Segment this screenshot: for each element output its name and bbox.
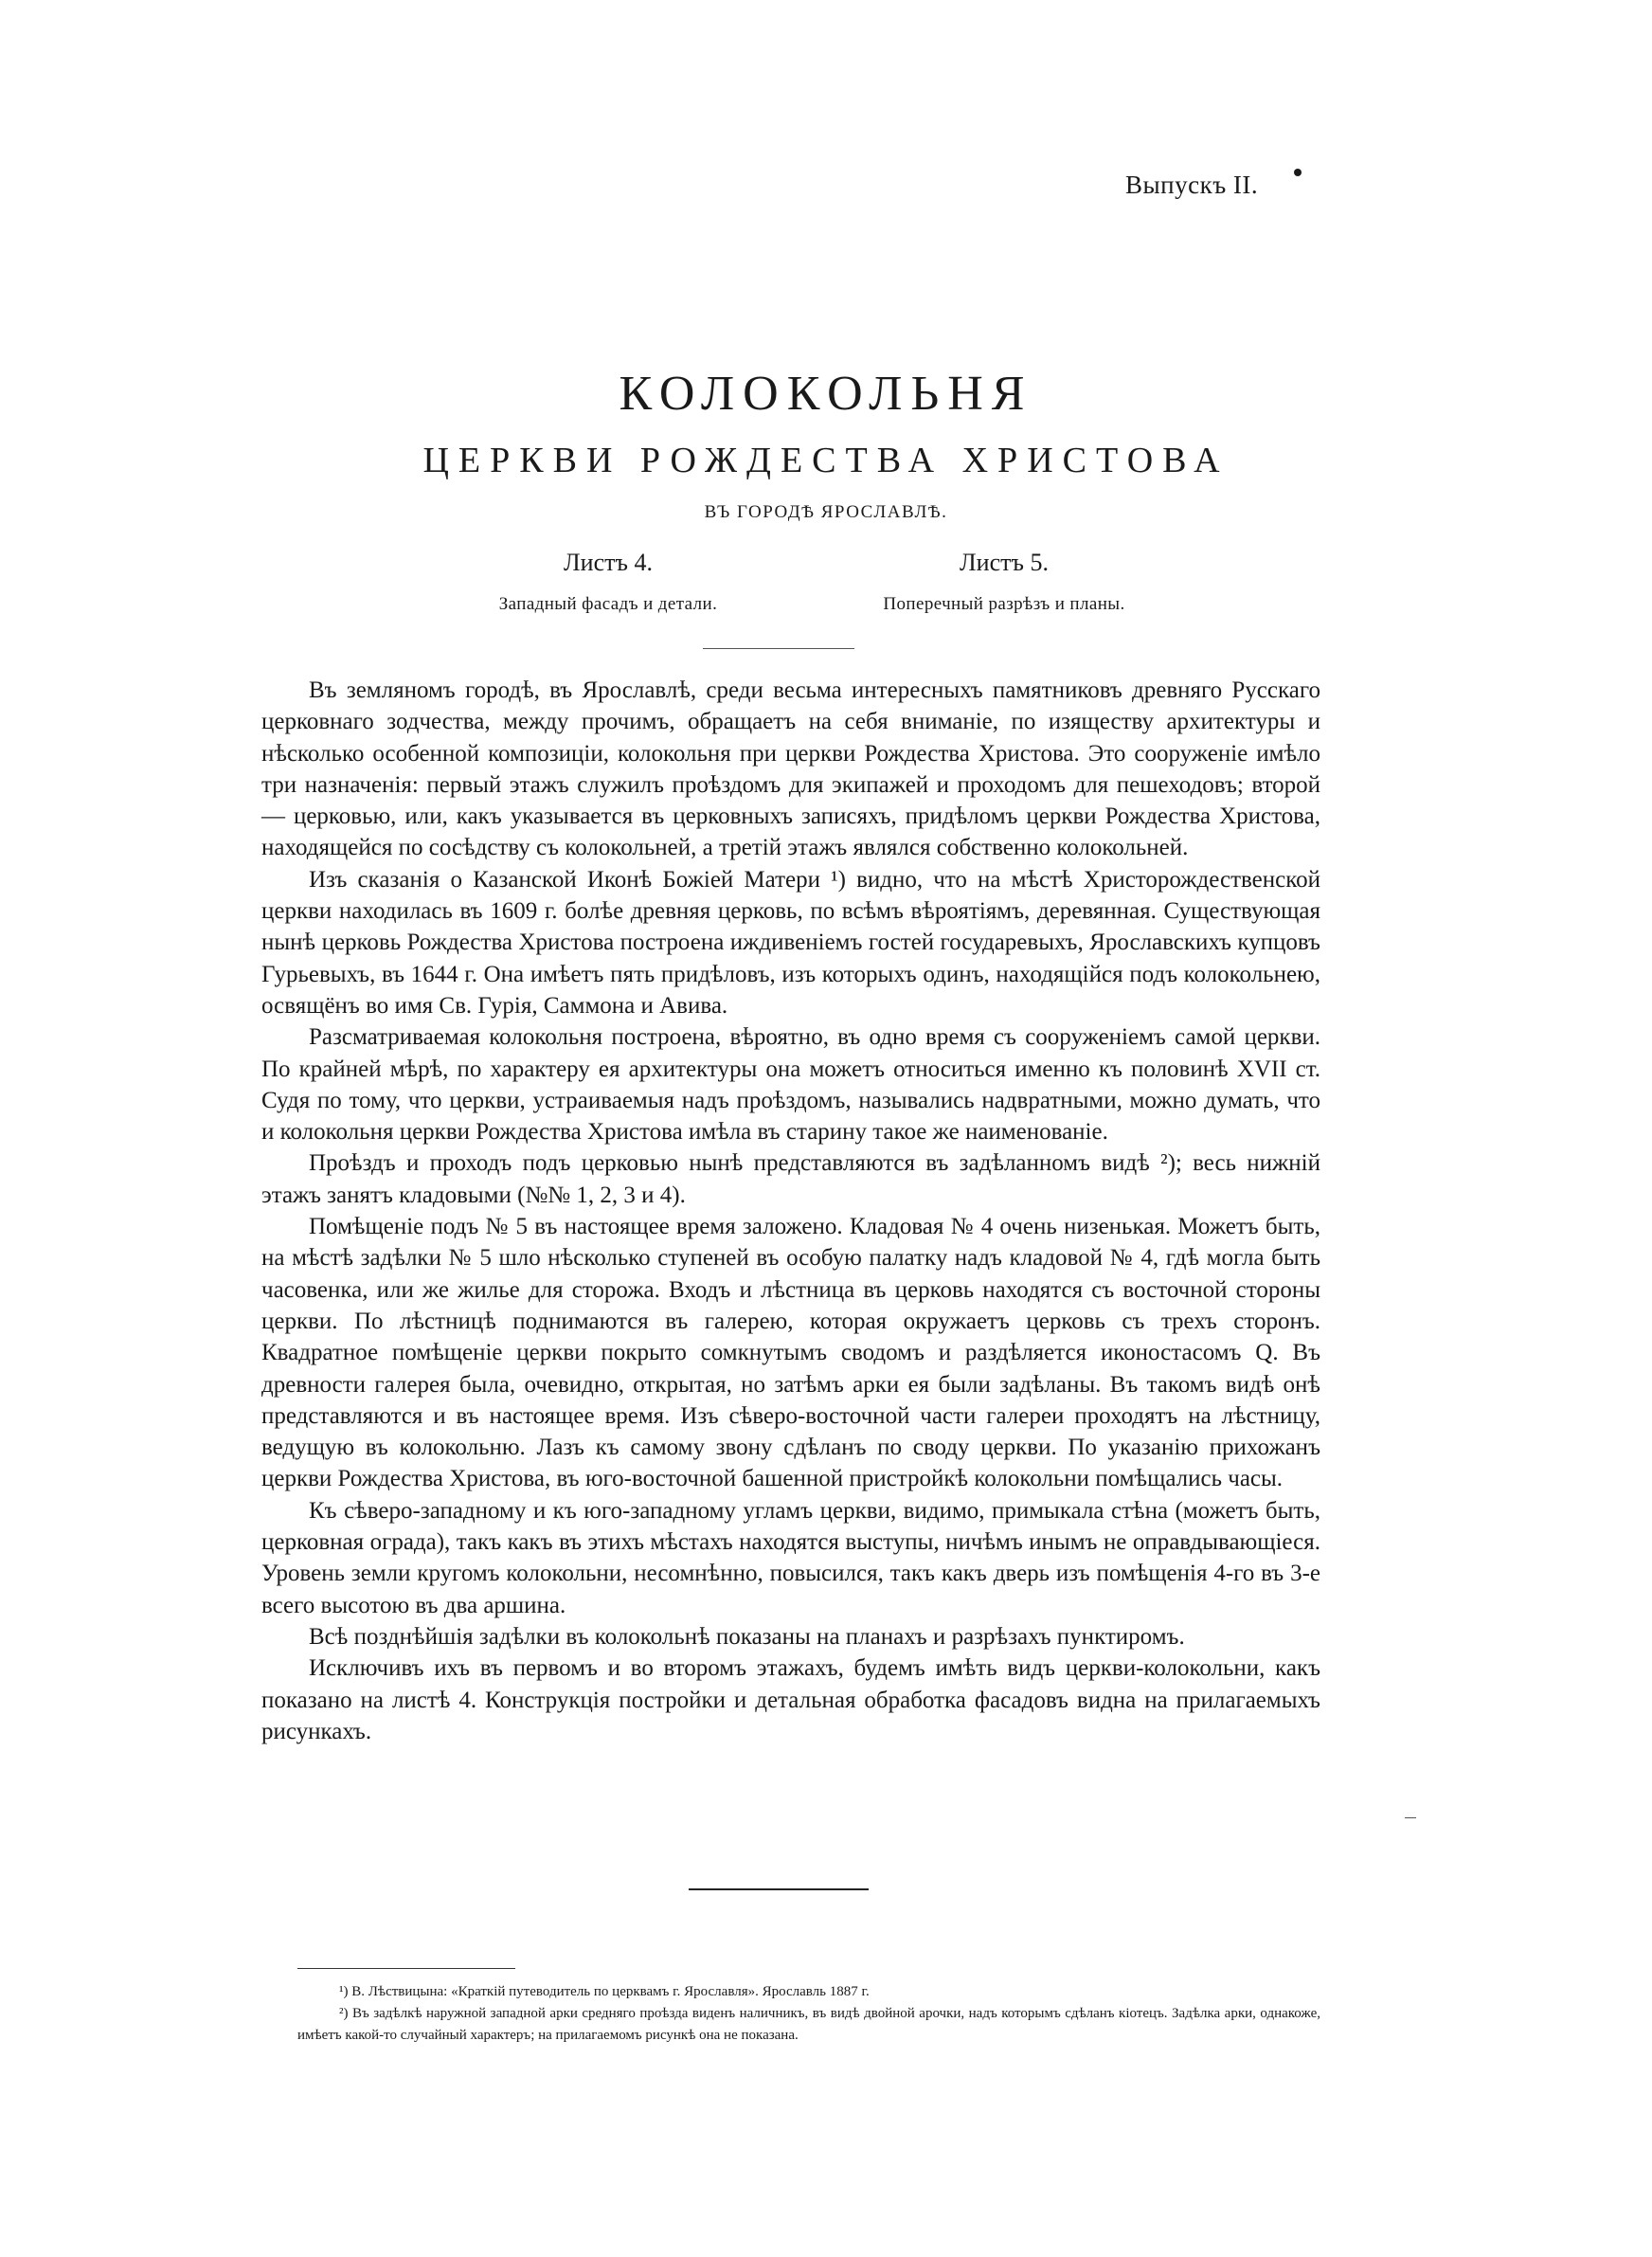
sheet-5-caption: Поперечный разрѣзъ и планы. bbox=[883, 594, 1125, 615]
paragraph: Исключивъ ихъ въ первомъ и во второмъ этажахъ, будемъ имѣть видъ церкви-колокольни, какъ показано на листѣ 4. Конструкція постройки и детальная обработка фасадовъ видна на прилагаемыхъ рисункахъ. bbox=[261, 1655, 1320, 1744]
location-line: ВЪ ГОРОДѢ ЯРОСЛАВЛѢ. bbox=[704, 502, 948, 522]
footnote: ¹) В. Лѣствицына: «Краткій путеводитель по церквамъ г. Ярославля». Ярославль 1887 г. bbox=[339, 1984, 870, 1999]
page-title: КОЛОКОЛЬНЯ bbox=[619, 367, 1033, 421]
paragraph: Проѣздъ и проходъ подъ церковью нынѣ представляются въ задѣланномъ видѣ ²); весь нижній этажъ занятъ кладовыми (№№ 1, 2, 3 и 4). bbox=[261, 1150, 1320, 1208]
footnote: ²) Въ задѣлкѣ наружной западной арки средняго проѣзда виденъ наличникъ, въ видѣ двойной арочки, надъ которымъ сдѣланъ кіотецъ. Задѣлка арки, однакоже, имѣетъ какой-то случайный характеръ; на прилагаемомъ рисункѣ она не показана. bbox=[297, 2006, 1320, 2043]
body-text bbox=[261, 675, 1320, 1747]
ink-dot bbox=[1294, 169, 1302, 176]
page-subtitle: ЦЕРКВИ РОЖДЕСТВА ХРИСТОВА bbox=[422, 441, 1230, 480]
text-end-divider bbox=[689, 1888, 869, 1890]
sheet-4-caption: Западный фасадъ и детали. bbox=[498, 594, 718, 615]
issue-number: Выпускъ II. bbox=[1125, 171, 1259, 199]
margin-mark bbox=[1405, 1817, 1416, 1818]
sheet-4-block bbox=[438, 548, 779, 615]
paragraph: Помѣщеніе подъ № 5 въ настоящее время заложено. Кладовая № 4 очень низенькая. Можетъ быть, на мѣстѣ задѣлки № 5 шло нѣсколько ступеней въ особую палатку надъ кладовой № 4, гдѣ могла быть часовенка, или же жилье для сторожа. Входъ и лѣстница въ церковь находятся съ восточной стороны церкви. По лѣстницѣ поднимаются въ галерею, которая окружаетъ церковь съ трехъ сторонъ. Квадратное помѣщеніе церкви покрыто сомкнутымъ сводомъ и раздѣляется иконостасомъ Q. Въ древности галерея была, очевидно, открытая, но затѣмъ арки ея были задѣланы. Въ такомъ видѣ онѣ представляются и въ настоящее время. Изъ сѣверо-восточной части галереи проходятъ на лѣстницу, ведущую въ колокольню. Лазъ къ самому звону сдѣланъ по своду церкви. По указанію прихожанъ церкви Рождества Христова, въ юго-восточной башенной пристройкѣ колокольни помѣщались часы. bbox=[261, 1214, 1320, 1492]
footnote-divider bbox=[297, 1968, 515, 1969]
paragraph: Разсматриваемая колокольня построена, вѣроятно, въ одно время съ сооруженіемъ самой церкви. По крайней мѣрѣ, по характеру ея архитектуры она можетъ относиться именно къ половинѣ XVII ст. Судя по тому, что церкви, устраиваемыя надъ проѣздомъ, назывались надвратными, можно думать, что и колокольня церкви Рождества Христова имѣла въ старину такое же наименованіе. bbox=[261, 1024, 1320, 1146]
sheet-5-block bbox=[834, 548, 1175, 615]
paragraph: Въ земляномъ городѣ, въ Ярославлѣ, среди весьма интересныхъ памятниковъ древняго Русскаго церковнаго зодчества, между прочимъ, обращаетъ на себя вниманіе, по изяществу архитектуры и нѣсколько особенной композиціи, колокольня при церкви Рождества Христова. Это сооруженіе имѣло три назначенія: первый этажъ служилъ проѣздомъ для экипажей и проходомъ для пешеходовъ; второй — церковью, или, какъ указывается въ церковныхъ записяхъ, придѣломъ церкви Рождества Христова, находящейся по сосѣдству съ колокольней, а третій этажъ являлся собственно колокольней. bbox=[261, 677, 1320, 861]
paragraph: Изъ сказанія о Казанской Иконѣ Божіей Матери ¹) видно, что на мѣстѣ Христорождественской церкви находилась въ 1609 г. болѣе древняя церковь, по всѣмъ вѣроятіямъ, деревянная. Существующая нынѣ церковь Рождества Христова построена иждивеніемъ гостей государевыхъ, Ярославскихъ купцовъ Гурьевыхъ, въ 1644 г. Она имѣетъ пять придѣловъ, изъ которыхъ одинъ, находящійся подъ колокольнею, освящёнъ во имя Св. Гурія, Саммона и Авива. bbox=[261, 866, 1320, 1019]
sheet-5-label: Листъ 5. bbox=[960, 549, 1049, 576]
sheet-4-label: Листъ 4. bbox=[564, 549, 653, 576]
footnotes bbox=[297, 1981, 1320, 2047]
title-divider bbox=[703, 648, 854, 649]
paragraph: Всѣ позднѣйшія задѣлки въ колокольнѣ показаны на планахъ и разрѣзахъ пунктиромъ. bbox=[309, 1623, 1185, 1650]
paragraph: Къ сѣверо-западному и къ юго-западному угламъ церкви, видимо, примыкала стѣна (можетъ быть, церковная ограда), такъ какъ въ этихъ мѣстахъ находятся выступы, ничѣмъ инымъ не оправдывающіеся. Уровень земли кругомъ колокольни, несомнѣнно, повысился, такъ какъ дверь изъ помѣщенія 4-го въ 3-е всего высотою въ два аршина. bbox=[261, 1497, 1320, 1618]
